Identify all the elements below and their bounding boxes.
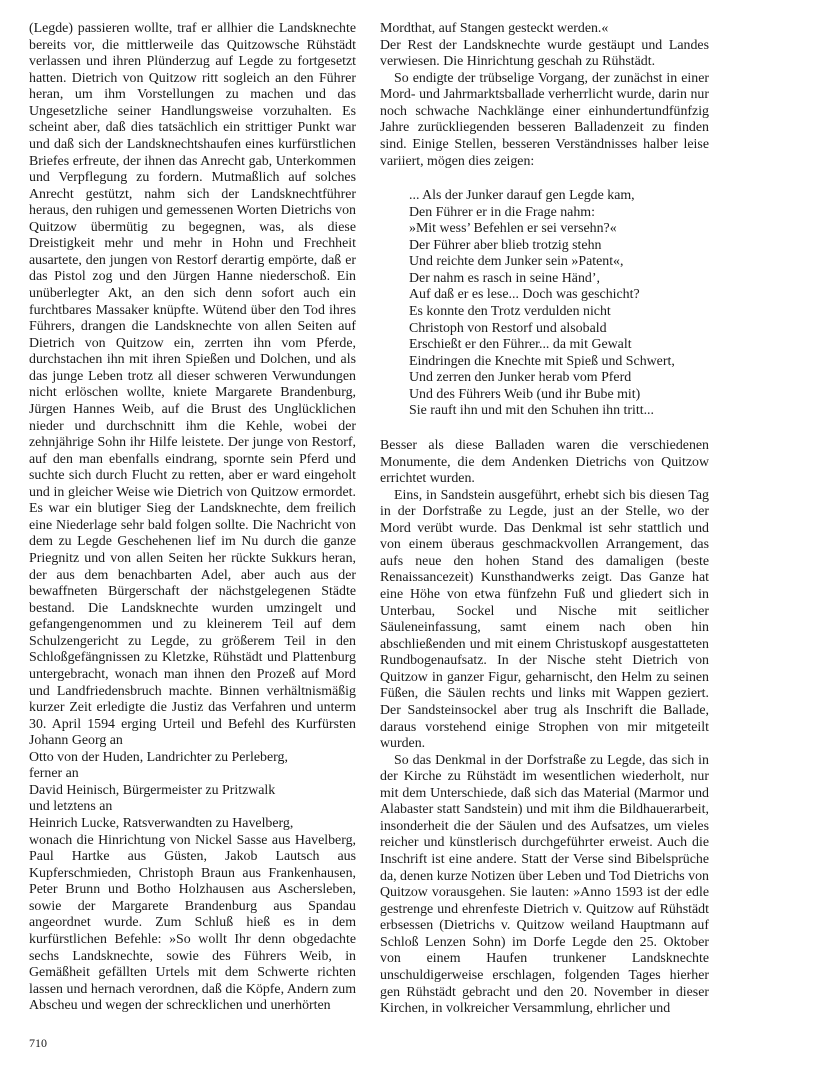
ballade-intro-paragraph: So endigte der trübselige Vorgang, der zunächst in einer Mord- und Jahrmarktsballade verherrlicht wurde, darin nur noch schwache Nachklänge einer einhundertundfünfzig Jahre zurückliegenden besseren Balladenzeit zu finden sind. Einige Stellen, besseren Verständnisses halber leise variiert, mögen dies zeigen: (380, 70, 709, 169)
church-monument-paragraph: So das Denkmal in der Dorfstraße zu Legde, das sich in der Kirche zu Rühstädt im wesentlichen wiederholt, nur mit dem Unterschiede, daß sich das Material (Marmor und Alabaster statt Sandstein) und mit ihm die Bildhauerarbeit, insonderheit die der Säulen und des Aufsatzes, um vieles reicher und künstlerisch durchgeführter erweist. Auch die Inschrift ist eine andere. Statt der Verse sind Bibelsprüche da, denen kurze Notizen über Leben und Tod Dietrichs von Quitzow vorausgehen. Sie lauten: »Anno 1593 ist der edle gestrenge und ehrenfeste Dietrich v. Quitzow auf Rühstädt erbsessen (Dietrichs v. Quitzow weiland Hauptmann auf Schloß Lenzen Sohn) im Dorfe Legde den 25. Oktober von einem Haufen trunkener Landsknechte unschuldigerweise erschlagen, folgenden Tages hierher gen Rühstädt gebracht und den 20. November in dieser Kirchen, in volkreicher Versammlung, ehrlicher und (380, 752, 709, 1017)
left-closing-paragraph: wonach die Hinrichtung von Nickel Sasse aus Havelberg, Paul Hartke aus Güsten, Jakob Lautsch aus Kupferschmieden, Christoph Braun aus Frankenhausen, Peter Brunn und Botho Holzhausen aus Aschersleben, sowie der Margarete Brandenburg aus Spandau angeordnet wurde. Zum Schluß hieß es in dem kurfürstlichen Befehle: »So wollt Ihr denn obgedachte sechs Landsknechte, sowie des Führers Weib, in Gemäßheit gefällten Urtels mit dem Schwerte richten lassen und hernach verordnen, daß die Köpfe, Andern zum Abscheu und wegen der schrecklichen und unerhörten (29, 832, 356, 1014)
left-column (29, 21, 356, 1015)
verse-line: Sie rauft ihn und mit den Schuhen ihn tritt... (409, 403, 654, 419)
verse-line: ... Als der Junker darauf gen Legde kam, (409, 188, 635, 204)
verse-line: Der nahm es rasch in seine Händ’, (409, 270, 600, 286)
ballade-verse (409, 188, 709, 420)
address-lines (29, 750, 356, 833)
address-line: Otto von der Huden, Landrichter zu Perleberg, (29, 749, 288, 765)
address-line: und letztens an (29, 799, 113, 815)
address-line: Heinrich Lucke, Ratsverwandten zu Havelberg, (29, 816, 294, 831)
verse-line: Und reichte dem Junker sein »Patent«, (409, 254, 624, 270)
verse-line: Und des Führers Weib (und ihr Bube mit) (409, 386, 641, 402)
left-main-paragraph: (Legde) passieren wollte, traf er allhier die Landsknechte bereits vor, die mittlerweile das Quitzowsche Rühstädt verlassen und ihren Plünderzug auf Legde zu fortgesetzt hatten. Dietrich von Quitzow ritt sogleich an den Führer heran, um ihm Vorstellungen zu machen und das Ungesetzliche seiner Handlungsweise vorzuhalten. Es scheint aber, daß dies tatsächlich ein strittiger Punkt war und daß sich der Landsknechtshaufen eines kurfürstlichen Briefes erfreute, der ihnen das Anrecht gab, Unterkommen und Verpflegung zu fordern. Mutmaßlich auf solches Anrecht gestützt, nahm sich der Landsknechtführer heraus, den ruhigen und gemessenen Worten Dietrichs von Quitzow übermütig zu begegnen, was, als diese Dreistigkeit mehr und mehr in Hohn und Frechheit ausartete, den jungen von Restorf derartig empörte, daß er das Pistol zog und den Jürgen Hanne niederschoß. Ein unüberlegter Akt, an den sich denn sofort auch ein furchtbares Massaker knüpfte. Wütend über den Tod ihres Führers, drangen die Landsknechte von allen Seiten auf Dietrich von Quitzow ein, zerrten ihn vom Pferde, durchstachen ihn mit ihren Spießen und Dolchen, und als das junge Leben trotz all dieser schweren Verwundungen nicht erlöschen wollte, kniete Margarete Brandenburg, Jürgen Hannes Weib, auf die Brust des Unglücklichen nieder und durchschnitt ihm die Kehle, wobei der zehnjährige Sohn ihr Hilfe leistete. Der junge von Restorf, auf den man ebenfalls eindrang, spornte sein Pferd und suchte sich durch Flucht zu retten, aber er ward eingeholt und in gleicher Weise wie Dietrich von Quitzow ermordet. Es war ein blutiger Sieg der Landsknechte, dem freilich eine Niederlage sehr bald folgen sollte. Die Nachricht von dem zu Legde Geschehenen lief im Nu durch die ganze Priegnitz und von allen Seiten her rückte Sukkurs heran, der aus dem benachbarten Adel, aber auch aus der bewaffneten Bürgerschaft der nächstgelegenen Städte bestand. Die Landsknechte wurden umzingelt und gefangengenommen und zu kleinerem Teil auf dem Schulzengericht zu Legde, zu größerem Teil in den Schloßgefängnissen zu Kletzke, Rühstädt und Plattenburg untergebracht, wonach man ihnen den Prozeß auf Mord und Landfriedensbruch machte. Binnen verhältnismäßig kurzer Zeit erledigte die Justiz das Verfahren und unterm 30. April 1594 erging Urteil und Befehl des Kurfürsten Johann Georg an (29, 21, 356, 749)
monuments-paragraph: Besser als diese Balladen waren die verschiedenen Monumente, die dem Andenken Dietrichs von Quitzow errichtet wurden. (380, 437, 709, 487)
verse-line: Auf daß er es lese... Doch was geschicht? (409, 287, 640, 303)
right-column (380, 21, 709, 1018)
verse-line: Erschießt er den Führer... da mit Gewalt (409, 337, 632, 353)
quote-ending-line: Mordthat, auf Stangen gesteckt werden.« (380, 21, 609, 36)
verse-line: »Mit wess’ Befehlen er sei versehn?« (409, 221, 617, 237)
verse-line: Es konnte den Trotz verdulden nicht (409, 304, 611, 319)
verse-line: Eindringen die Knechte mit Spieß und Schwert, (409, 353, 675, 369)
sandstone-monument-paragraph: Eins, in Sandstein ausgeführt, erhebt sich bis diesen Tag in der Dorfstraße zu Legde, just an der Stelle, wo der Mord verübt wurde. Das Denkmal ist sehr stattlich und von einem überaus geschmackvollen Arrangement, das aufs neue den hohen Stand des damaligen (beste Renaissancezeit) Kunsthandwerks zeigt. Das Ganze hat eine Höhe von etwa fünfzehn Fuß und gliedert sich in Unterbau, Sockel und Nische mit seitlicher Säuleneinfassung, samt einem nach oben hin abschließenden und mit einem Christuskopf ausgestatteten Rundbogenaufsatz. In der Nische steht Dietrich von Quitzow in ganzer Figur, geharnischt, den Helm zu seinen Füßen, die Säulen rechts und links mit Wappen geziert. Der Sandsteinsockel aber trug als Inschrift die Ballade, daraus vorstehend einige Strophen von mir mitgeteilt wurden. (380, 487, 709, 752)
verse-line: Christoph von Restorf und alsobald (409, 320, 607, 336)
verse-line: Und zerren den Junker herab vom Pferd (409, 370, 632, 386)
sentence-paragraph: Der Rest der Landsknechte wurde gestäupt und Landes verwiesen. Die Hinrichtung geschah zu Rühstädt. (380, 37, 709, 70)
address-line: David Heinisch, Bürgermeister zu Pritzwalk (29, 782, 276, 798)
verse-line: Der Führer aber blieb trotzig stehn (409, 237, 602, 253)
page-number: 710 (29, 1036, 47, 1050)
verse-line: Den Führer er in die Frage nahm: (409, 204, 595, 220)
address-line: ferner an (29, 766, 79, 782)
